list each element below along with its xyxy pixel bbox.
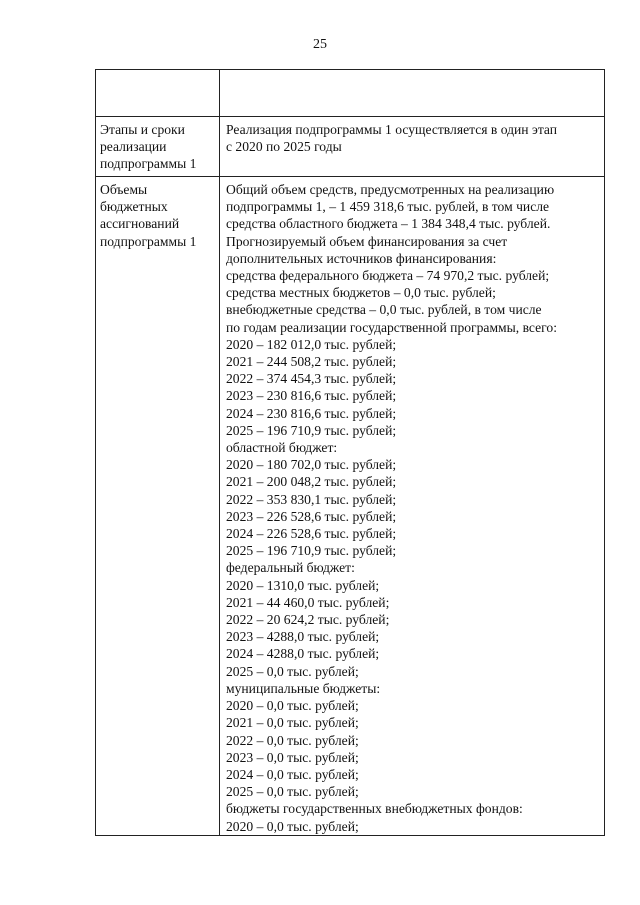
financing-text-line: Прогнозируемый объем финансирования за счет (226, 233, 508, 249)
financing-text-line: 2022 – 0,0 тыс. рублей; (226, 732, 359, 748)
stages-value-line: Реализация подпрограммы 1 осуществляется в один этап (226, 122, 558, 137)
financing-text-line: 2021 – 200 048,2 тыс. рублей; (226, 474, 397, 490)
financing-text-line: 2022 – 20 624,2 тыс. рублей; (226, 612, 390, 628)
financing-text-line: 2021 – 44 460,0 тыс. рублей; (226, 594, 390, 610)
empty-cell-right (220, 70, 605, 117)
financing-text-line: 2025 – 0,0 тыс. рублей; (226, 784, 359, 800)
financing-text-line: 2025 – 0,0 тыс. рублей; (226, 663, 359, 679)
table-row-volumes (96, 177, 605, 836)
financing-text-line: 2023 – 0,0 тыс. рублей; (226, 749, 359, 765)
financing-text-line: 2021 – 244 508,2 тыс. рублей; (226, 354, 397, 370)
volumes-label-line: Объемы (100, 182, 148, 197)
financing-text-line: 2024 – 226 528,6 тыс. рублей; (226, 526, 397, 542)
financing-text-line: 2023 – 4288,0 тыс. рублей; (226, 629, 380, 645)
financing-text-line: средства областного бюджета – 1 384 348,4 тыс. рублей. (226, 216, 551, 232)
table-row-empty (96, 70, 605, 117)
volumes-label-line: подпрограммы 1 (100, 233, 197, 249)
financing-text-line: 2021 – 0,0 тыс. рублей; (226, 715, 359, 731)
passport-table (95, 69, 605, 836)
page-number: 25 (313, 37, 327, 52)
financing-text-line: 2024 – 0,0 тыс. рублей; (226, 766, 359, 782)
volumes-label-line: бюджетных (100, 199, 168, 215)
empty-cell-left (96, 70, 220, 117)
financing-text-line: внебюджетные средства – 0,0 тыс. рублей, в том числе (226, 302, 542, 318)
stages-label-line: подпрограммы 1 (100, 156, 197, 172)
financing-text-line: 2020 – 182 012,0 тыс. рублей; (226, 336, 397, 352)
financing-text-line: 2025 – 196 710,9 тыс. рублей; (226, 543, 397, 559)
volumes-label-line: ассигнований (100, 216, 180, 232)
financing-text-line: по годам реализации государственной программы, всего: (226, 319, 557, 335)
financing-text-line: 2022 – 374 454,3 тыс. рублей; (226, 371, 397, 387)
table-row-stages (96, 117, 605, 177)
stages-value-cell (220, 117, 605, 177)
financing-text-line: Общий объем средств, предусмотренных на реализацию (226, 182, 555, 197)
financing-text-line: 2023 – 230 816,6 тыс. рублей; (226, 388, 397, 404)
financing-text-line: 2020 – 0,0 тыс. рублей; (226, 818, 359, 834)
financing-text-line: 2023 – 226 528,6 тыс. рублей; (226, 508, 397, 524)
financing-text-line: 2024 – 4288,0 тыс. рублей; (226, 646, 380, 662)
stages-label-cell (96, 117, 220, 177)
financing-text-line: дополнительных источников финансирования: (226, 250, 497, 266)
financing-text-line: муниципальные бюджеты: (226, 680, 381, 696)
financing-text-line: 2020 – 0,0 тыс. рублей; (226, 698, 359, 714)
stages-label-line: реализации (100, 139, 167, 155)
stages-label-line: Этапы и сроки (100, 122, 185, 137)
financing-text-line: 2024 – 230 816,6 тыс. рублей; (226, 405, 397, 421)
financing-text-line: 2020 – 180 702,0 тыс. рублей; (226, 457, 397, 473)
financing-text-line: бюджеты государственных внебюджетных фондов: (226, 801, 523, 817)
stages-value-line: с 2020 по 2025 годы (226, 139, 342, 155)
financing-text-line: 2020 – 1310,0 тыс. рублей; (226, 577, 380, 593)
financing-text-line: подпрограммы 1, – 1 459 318,6 тыс. рублей, в том числе (226, 199, 550, 215)
financing-text-line: 2025 – 196 710,9 тыс. рублей; (226, 422, 397, 438)
financing-text-line: средства местных бюджетов – 0,0 тыс. рублей; (226, 285, 496, 301)
financing-text-line: областной бюджет: (226, 440, 338, 456)
financing-text-line: 2022 – 353 830,1 тыс. рублей; (226, 491, 397, 507)
volumes-value-cell (220, 177, 605, 836)
financing-text-line: средства федерального бюджета – 74 970,2 тыс. рублей; (226, 268, 550, 284)
volumes-label-cell (96, 177, 220, 836)
financing-text-line: федеральный бюджет: (226, 560, 355, 576)
